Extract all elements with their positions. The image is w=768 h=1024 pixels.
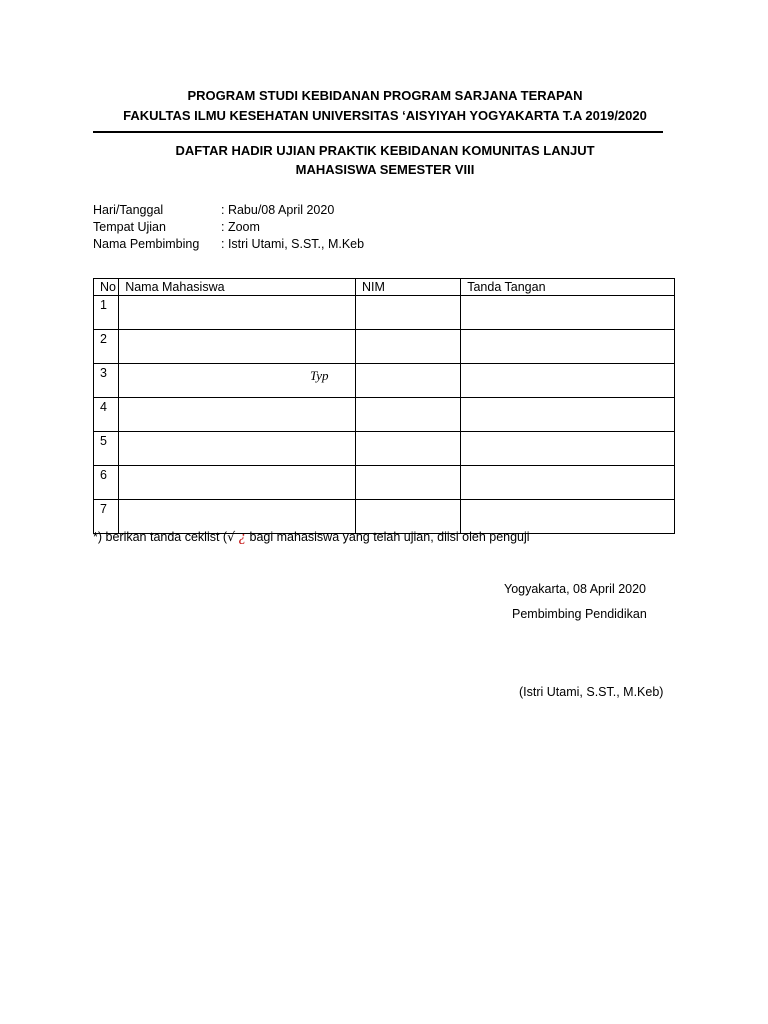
nim-cell[interactable]	[355, 432, 460, 466]
row-number: 3	[94, 364, 119, 398]
table-row	[94, 330, 675, 364]
signature-cell[interactable]	[461, 466, 675, 500]
nim-cell[interactable]	[355, 466, 460, 500]
signature-role: Pembimbing Pendidikan	[512, 607, 647, 621]
signature-cell[interactable]	[461, 364, 675, 398]
row-number: 6	[94, 466, 119, 500]
nim-cell[interactable]	[355, 364, 460, 398]
table-row	[94, 364, 675, 398]
header-nim: NIM	[355, 279, 460, 296]
row-number: 1	[94, 296, 119, 330]
nim-cell[interactable]	[355, 296, 460, 330]
header-line-2: FAKULTAS ILMU KESEHATAN UNIVERSITAS ‘AISYIYAH YOGYAKARTA T.A 2019/2020	[123, 108, 647, 123]
row-number: 7	[94, 500, 119, 534]
row-number: 4	[94, 398, 119, 432]
info-label: Tempat Ujian	[93, 220, 166, 234]
header-no: No	[94, 279, 119, 296]
overlay-typ-text: Typ	[310, 368, 329, 383]
header-line-1: PROGRAM STUDI KEBIDANAN PROGRAM SARJANA TERAPAN	[187, 88, 583, 103]
nim-cell[interactable]	[355, 330, 460, 364]
name-cell[interactable]	[119, 330, 356, 364]
info-value: : Zoom	[221, 220, 260, 234]
signature-cell[interactable]	[461, 296, 675, 330]
footnote	[93, 529, 530, 546]
header-tanda-tangan: Tanda Tangan	[461, 279, 675, 296]
table-row	[94, 296, 675, 330]
document-title-line-2: MAHASISWA SEMESTER VIII	[295, 162, 475, 177]
row-number: 2	[94, 330, 119, 364]
footnote-prefix: *) berikan tanda ceklist (	[93, 530, 228, 544]
name-cell[interactable]	[119, 466, 356, 500]
header-divider	[93, 131, 663, 133]
name-cell[interactable]	[119, 296, 356, 330]
signature-cell[interactable]	[461, 330, 675, 364]
signature-city-date: Yogyakarta, 08 April 2020	[504, 582, 647, 596]
signature-cell[interactable]	[461, 432, 675, 466]
footnote-mark: ¿	[238, 529, 247, 545]
info-value: : Istri Utami, S.ST., M.Keb	[221, 237, 365, 251]
row-number: 5	[94, 432, 119, 466]
table-row	[94, 398, 675, 432]
signature-name: (Istri Utami, S.ST., M.Keb)	[519, 685, 664, 699]
checkmark-icon: √	[227, 529, 236, 544]
document-title-line-1: DAFTAR HADIR UJIAN PRAKTIK KEBIDANAN KOMUNITAS LANJUT	[175, 143, 595, 158]
header-nama-mahasiswa: Nama Mahasiswa	[119, 279, 356, 296]
info-label: Hari/Tanggal	[93, 203, 164, 217]
table-header-row	[94, 279, 675, 296]
signature-cell[interactable]	[461, 398, 675, 432]
info-label: Nama Pembimbing	[93, 237, 200, 251]
name-cell[interactable]	[119, 432, 356, 466]
table-row	[94, 432, 675, 466]
attendance-table	[93, 278, 675, 534]
footnote-suffix: bagi mahasiswa yang telah ujian, diisi oleh penguji	[246, 530, 530, 544]
table-row	[94, 466, 675, 500]
info-value: : Rabu/08 April 2020	[221, 203, 335, 217]
nim-cell[interactable]	[355, 398, 460, 432]
name-cell[interactable]	[119, 398, 356, 432]
